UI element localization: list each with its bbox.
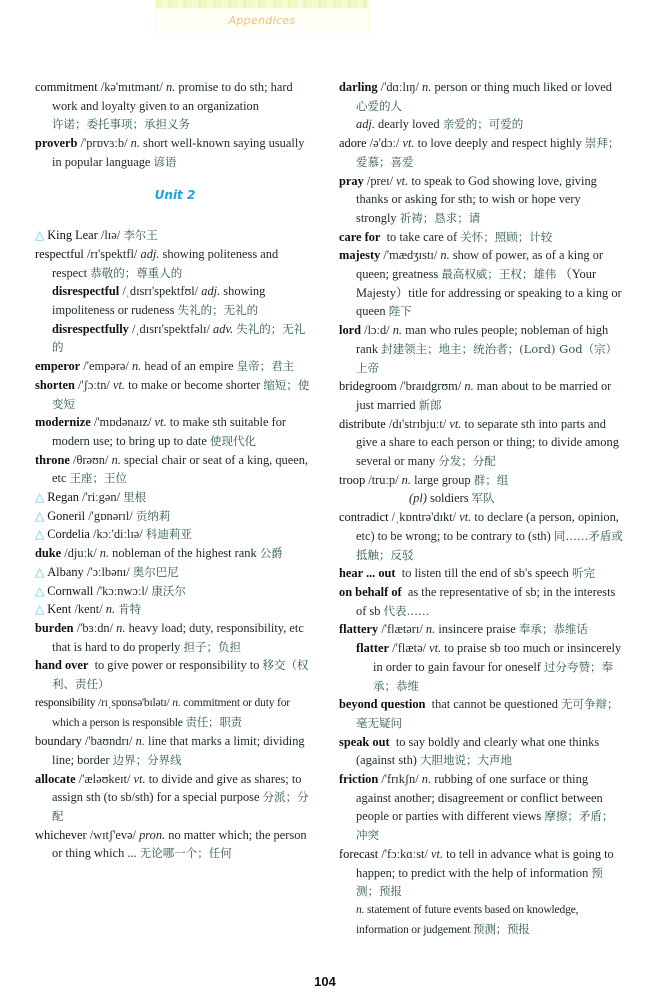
- pronunciation: /rɪˌspɒnsə'bɪlətɪ/: [98, 695, 170, 709]
- definition: insincere praise: [438, 622, 516, 637]
- part-of-speech: n.: [116, 620, 126, 635]
- chinese-translation: 关怀；照顾；计较: [460, 229, 553, 244]
- part-of-speech: vt.: [112, 377, 126, 392]
- part-of-speech: adj.: [201, 284, 221, 299]
- chinese-translation: 最高权威；王权；雄伟: [441, 267, 557, 282]
- chinese-translation: 崇拜；爱慕；喜爱: [356, 136, 620, 169]
- pronunciation: /'mɒdənaɪz/: [93, 415, 152, 430]
- headword: Cordelia: [47, 527, 90, 542]
- pronunciation: /'empərə/: [83, 359, 129, 374]
- vocab-entry: [339, 508, 624, 564]
- vocab-entry: [339, 377, 624, 414]
- headword: Cornwall: [47, 583, 94, 598]
- headword: shorten: [35, 377, 75, 392]
- vocab-entry: [339, 78, 624, 115]
- pronunciation: /kɔː'diːlɪə/: [93, 527, 143, 542]
- definition: to make sth suitable for modern use; to bring up to date: [52, 415, 287, 448]
- part-of-speech: vt.: [429, 641, 442, 656]
- vocab-entry: [339, 695, 624, 732]
- vocab-entry: [35, 656, 315, 693]
- vocab-entry: [339, 415, 624, 471]
- vocab-entry: [339, 321, 624, 377]
- chinese-translation: 无可争辩；毫无疑问: [356, 697, 619, 730]
- pronunciation: /'frɪkʃn/: [381, 772, 419, 787]
- sub-sense: [339, 489, 624, 508]
- vocab-entry: [35, 226, 315, 245]
- vocab-entry: [339, 770, 624, 845]
- chinese-translation: 预测；预报: [356, 865, 603, 899]
- vocab-entry: [35, 78, 315, 134]
- pronunciation: /'braɪdgrʊm/: [399, 379, 462, 394]
- definition: man who rules people; nobleman of high rank: [356, 323, 609, 356]
- vocab-entry: [35, 134, 315, 171]
- vocab-entry: [35, 582, 315, 601]
- chinese-translation: 亲爱的；可爱的: [442, 117, 524, 132]
- definition: to declare (a person, opinion, etc) to be wrong; to be contrary to (sth): [356, 510, 619, 543]
- pronunciation: /lɔːd/: [364, 323, 390, 338]
- page-number: 104: [314, 974, 336, 989]
- pronunciation: /'æləʊkeɪt/: [78, 771, 131, 786]
- definition: to separate sth into parts and give a share to each person or thing; to divide among several or many: [356, 416, 619, 469]
- part-of-speech: n.: [99, 546, 110, 561]
- chinese-translation: 封建领主；地主；统治者；(Lord) God（宗）上帝: [356, 341, 618, 375]
- definition: to make or become shorter: [128, 377, 261, 392]
- part-of-speech: n.: [105, 602, 116, 617]
- definition: statement of future events based on knowledge, information or judgement: [356, 902, 579, 936]
- headword: Albany: [47, 564, 84, 579]
- definition: showing politeness and respect: [52, 246, 279, 280]
- chinese-translation: 预测；预报: [473, 921, 530, 936]
- headword: care for: [339, 229, 381, 244]
- header-decoration: [156, 0, 368, 8]
- headword: responsibility: [35, 695, 96, 709]
- definition: to give power or responsibility to: [94, 658, 260, 673]
- part-of-speech: n.: [422, 80, 432, 94]
- headword: commitment: [35, 80, 98, 94]
- pronunciation: /'ɔːlbənɪ/: [86, 564, 130, 579]
- chinese-translation: 皇帝；君主: [236, 359, 295, 374]
- sub-sense: [339, 115, 624, 134]
- pronunciation: /'bɜːdn/: [76, 620, 114, 635]
- headword: contradict: [339, 510, 389, 525]
- chinese-translation: 公爵: [259, 546, 283, 561]
- headword: distribute: [339, 416, 386, 431]
- derived-entry: [35, 282, 315, 319]
- definition: as the representative of sb; in the interests of sb: [356, 584, 616, 618]
- part-of-speech: (pl): [409, 491, 427, 506]
- chinese-translation: 担子；负担: [183, 639, 241, 654]
- part-of-speech: n.: [135, 734, 145, 749]
- derived-entry: [35, 320, 315, 357]
- chinese-translation: 里根: [123, 490, 147, 505]
- part-of-speech: n.: [392, 323, 403, 338]
- sub-sense: [339, 901, 624, 939]
- vocab-entry: [35, 770, 315, 826]
- part-of-speech: n.: [131, 359, 142, 374]
- headword: flattery: [339, 622, 379, 637]
- pronunciation: /kent/: [74, 602, 103, 617]
- vocab-entry: [35, 525, 315, 544]
- chinese-translation: 听完: [571, 566, 595, 581]
- chinese-translation: 过分夸赞；奉承；恭维: [373, 659, 614, 693]
- part-of-speech: n.: [356, 902, 365, 916]
- definition: special chair or seat of a king, queen, etc: [52, 452, 309, 486]
- vocab-entry: [35, 732, 315, 769]
- part-of-speech: pron.: [139, 827, 166, 842]
- definition: show of power, as of a king or queen; greatness: [356, 248, 604, 282]
- vocab-entry: [35, 563, 315, 582]
- headword: lord: [339, 323, 362, 338]
- headword: emperor: [35, 359, 81, 374]
- definition: commitment or duty for which a person is responsible: [52, 695, 290, 729]
- section-title: Appendices: [228, 14, 296, 27]
- vocab-entry: [339, 134, 624, 171]
- triangle-marker-icon: △: [35, 564, 45, 579]
- chinese-translation: 心爱的人: [356, 98, 402, 113]
- definition: heavy load; duty, responsibility, etc that is hard to do properly: [52, 620, 304, 654]
- chinese-translation: 失礼的；无礼的: [52, 321, 306, 355]
- chinese-translation: 王座；王位: [69, 471, 128, 486]
- chinese-translation: 科迪莉亚: [145, 527, 192, 542]
- part-of-speech: n.: [165, 80, 176, 94]
- headword: adore: [339, 136, 367, 151]
- headword: allocate: [35, 771, 76, 786]
- pronunciation: /truːp/: [368, 472, 399, 487]
- definition: to speak to God showing love, giving thanks or asking for sth; to wish or hope very strongly: [356, 173, 597, 225]
- pronunciation: /kə'mɪtmənt/: [100, 80, 163, 94]
- headword: troop: [339, 472, 366, 487]
- triangle-marker-icon: △: [35, 602, 45, 617]
- left-column: [35, 78, 315, 863]
- headword: Regan: [47, 490, 79, 505]
- chinese-translation: 分发；分配: [438, 454, 496, 469]
- pronunciation: /'fɔːkɑːst/: [381, 846, 428, 861]
- pronunciation: /'riːgən/: [82, 490, 121, 505]
- definition: nobleman of the highest rank: [112, 546, 257, 561]
- chinese-translation: 恭敬的；尊重人的: [90, 265, 183, 280]
- triangle-marker-icon: △: [35, 490, 45, 505]
- definition: large group: [414, 472, 471, 487]
- chinese-translation: 康沃尔: [151, 583, 186, 598]
- headword: respectful: [35, 246, 84, 261]
- pronunciation: /rɪ'spektfl/: [86, 246, 138, 261]
- right-column: [339, 78, 624, 939]
- vocab-entry: [339, 228, 624, 247]
- definition: （Your Majesty）title for addressing or speaking to a king or queen: [356, 267, 622, 319]
- part-of-speech: vt.: [449, 416, 462, 431]
- vocab-entry: [35, 694, 315, 732]
- definition: to tell in advance what is going to happen; to predict with the help of information: [356, 846, 614, 880]
- pronunciation: /'flætə/: [392, 641, 427, 656]
- pronunciation: /ˌdɪsrɪ'spektfʊl/: [122, 284, 199, 299]
- triangle-marker-icon: △: [35, 583, 45, 598]
- vocab-entry: [339, 733, 624, 770]
- vocab-entry: [339, 172, 624, 228]
- chinese-translation: 大胆地说；大声地: [420, 753, 513, 768]
- pronunciation: /'ʃɔːtn/: [78, 377, 110, 392]
- pronunciation: /'dɑːlɪŋ/: [380, 80, 419, 94]
- pronunciation: /ˌdɪsrɪ'spektfəlɪ/: [131, 321, 210, 336]
- part-of-speech: n.: [401, 472, 411, 487]
- chinese-translation: 移交（权利、责任）: [52, 658, 309, 692]
- vocab-entry: [339, 471, 624, 490]
- part-of-speech: vt.: [396, 173, 409, 188]
- chinese-translation: 陛下: [388, 304, 412, 319]
- running-header: [155, 0, 369, 35]
- pronunciation: /dɪ'strɪbjuːt/: [388, 416, 447, 431]
- vocab-entry: [35, 376, 315, 413]
- vocab-entry: [35, 413, 315, 450]
- headword: majesty: [339, 248, 381, 263]
- vocab-entry: [35, 600, 315, 619]
- headword: forecast: [339, 846, 379, 861]
- headword: burden: [35, 620, 74, 635]
- headword: bridegroom: [339, 379, 397, 394]
- headword: throne: [35, 452, 70, 467]
- definition: short well-known saying usually in popular language: [52, 136, 305, 169]
- definition: to take care of: [386, 229, 458, 244]
- chinese-translation: 责任；职责: [185, 714, 242, 729]
- part-of-speech: vt.: [431, 846, 444, 861]
- definition: to listen till the end of sb's speech: [401, 566, 569, 581]
- headword: King Lear: [47, 228, 98, 243]
- chinese-translation: 摩擦；矛盾；冲突: [356, 809, 614, 843]
- vocab-entry: [35, 245, 315, 282]
- headword: boundary: [35, 734, 82, 749]
- headword: flatter: [356, 641, 390, 656]
- headword: speak out: [339, 734, 390, 749]
- definition: man about to be married or just married: [356, 379, 612, 412]
- headword: whichever: [35, 827, 87, 842]
- definition: soldiers: [430, 491, 469, 506]
- definition: that cannot be questioned: [431, 697, 558, 712]
- chinese-translation: 贡纳莉: [135, 508, 171, 523]
- vocab-entry: [339, 564, 624, 583]
- headword: friction: [339, 772, 379, 787]
- part-of-speech: vt.: [459, 510, 472, 525]
- part-of-speech: adj.: [356, 117, 375, 132]
- pronunciation: /'kɔːnwɔːl/: [96, 583, 149, 598]
- pronunciation: /'gɒnərɪl/: [88, 508, 133, 523]
- chinese-translation: 代表……: [383, 603, 430, 618]
- part-of-speech: adv.: [213, 321, 234, 336]
- vocab-entry: [339, 583, 624, 620]
- pronunciation: /'baʊndrɪ/: [84, 734, 133, 749]
- chinese-translation: 边界；分界线: [112, 752, 182, 767]
- chinese-translation: 奥尔巴尼: [132, 564, 179, 579]
- chinese-translation: 同……矛盾或抵触；反驳: [356, 528, 623, 562]
- headword: hand over: [35, 658, 89, 673]
- headword: Kent: [47, 602, 72, 617]
- chinese-translation: 奉承；恭维话: [518, 622, 588, 637]
- headword: proverb: [35, 136, 78, 151]
- chinese-translation: 无论哪一个；任何: [139, 846, 232, 861]
- headword: on behalf of: [339, 584, 402, 599]
- headword: disrespectfully: [52, 321, 129, 336]
- definition: to divide and give as shares; to assign sth (to sb/sth) for a special purpose: [52, 771, 302, 805]
- definition: to say boldly and clearly what one thinks (against sth): [356, 734, 600, 768]
- pronunciation: /'flætərɪ/: [381, 622, 423, 637]
- chinese-translation: 失礼的；无礼的: [177, 303, 259, 318]
- vocab-entry: [339, 246, 624, 321]
- part-of-speech: vt.: [154, 415, 167, 430]
- definition: promise to do sth; hard work and loyalty given to an organization: [52, 80, 293, 113]
- pronunciation: /θrəʊn/: [73, 452, 109, 467]
- definition: head of an empire: [144, 359, 234, 374]
- vocab-entry: [35, 826, 315, 863]
- headword: duke: [35, 546, 62, 561]
- triangle-marker-icon: △: [35, 508, 45, 523]
- chinese-translation: 谚语: [153, 154, 177, 169]
- part-of-speech: vt.: [402, 136, 415, 151]
- chinese-translation: 使现代化: [209, 433, 256, 448]
- triangle-marker-icon: △: [35, 228, 45, 243]
- part-of-speech: adj.: [140, 246, 160, 261]
- chinese-translation: 肯特: [118, 602, 142, 617]
- chinese-translation: 分派；分配: [52, 790, 309, 824]
- pronunciation: /'prɒvɜːb/: [80, 136, 128, 151]
- vocab-entry: [35, 488, 315, 507]
- headword: Goneril: [47, 508, 86, 523]
- part-of-speech: vt.: [133, 771, 146, 786]
- chinese-translation: 许诺；委托事项；承担义务: [52, 117, 190, 132]
- part-of-speech: n.: [130, 136, 140, 151]
- headword: hear ... out: [339, 566, 396, 581]
- pronunciation: /'mædʒɪstɪ/: [383, 248, 438, 263]
- vocab-entry: [35, 451, 315, 488]
- derived-entry: [339, 639, 624, 695]
- vocab-entry: [35, 357, 315, 376]
- pronunciation: /preɪ/: [366, 173, 394, 188]
- definition: line that marks a limit; dividing line; border: [52, 734, 305, 767]
- pronunciation: /lɪə/: [100, 228, 121, 243]
- headword: pray: [339, 173, 364, 188]
- chinese-translation: 缩短；使变短: [52, 377, 310, 411]
- unit-heading: Unit 2: [154, 187, 196, 202]
- headword: beyond question: [339, 697, 426, 712]
- pronunciation: /ə'dɔː/: [369, 136, 400, 151]
- part-of-speech: n.: [421, 772, 432, 787]
- vocab-entry: [35, 507, 315, 526]
- definition: person or thing much liked or loved: [434, 80, 613, 94]
- chinese-translation: 军队: [471, 491, 495, 506]
- vocab-entry: [339, 845, 624, 901]
- part-of-speech: n.: [111, 452, 121, 467]
- pronunciation: /djuːk/: [64, 546, 97, 561]
- definition: no matter which; the person or thing which ...: [52, 827, 307, 861]
- definition: to praise sb too much or insincerely in order to gain favour for oneself: [373, 641, 622, 674]
- chinese-translation: 群；组: [473, 472, 509, 487]
- headword: darling: [339, 80, 378, 94]
- part-of-speech: n.: [172, 695, 181, 709]
- headword: disrespectful: [52, 284, 120, 299]
- chinese-translation: 李尔王: [123, 228, 158, 243]
- part-of-speech: n.: [425, 622, 436, 637]
- headword: modernize: [35, 415, 91, 430]
- vocab-entry: [339, 620, 624, 639]
- definition: to love deeply and respect highly: [417, 136, 582, 151]
- triangle-marker-icon: △: [35, 527, 45, 542]
- chinese-translation: 新郎: [418, 397, 442, 412]
- vocab-entry: [35, 619, 315, 656]
- vocab-entry: [35, 544, 315, 563]
- definition: rubbing of one surface or thing against another; disagreement or conflict between people or parties with different views: [356, 772, 603, 824]
- part-of-speech: n.: [464, 379, 474, 394]
- definition: dearly loved: [378, 117, 440, 132]
- chinese-translation: 祈祷；恳求；请: [399, 210, 481, 225]
- part-of-speech: n.: [440, 248, 450, 263]
- pronunciation: /wɪtʃ'evə/: [89, 827, 136, 842]
- definition: showing impoliteness or rudeness: [52, 284, 266, 318]
- pronunciation: /ˌkɒntrə'dɪkt/: [391, 510, 457, 525]
